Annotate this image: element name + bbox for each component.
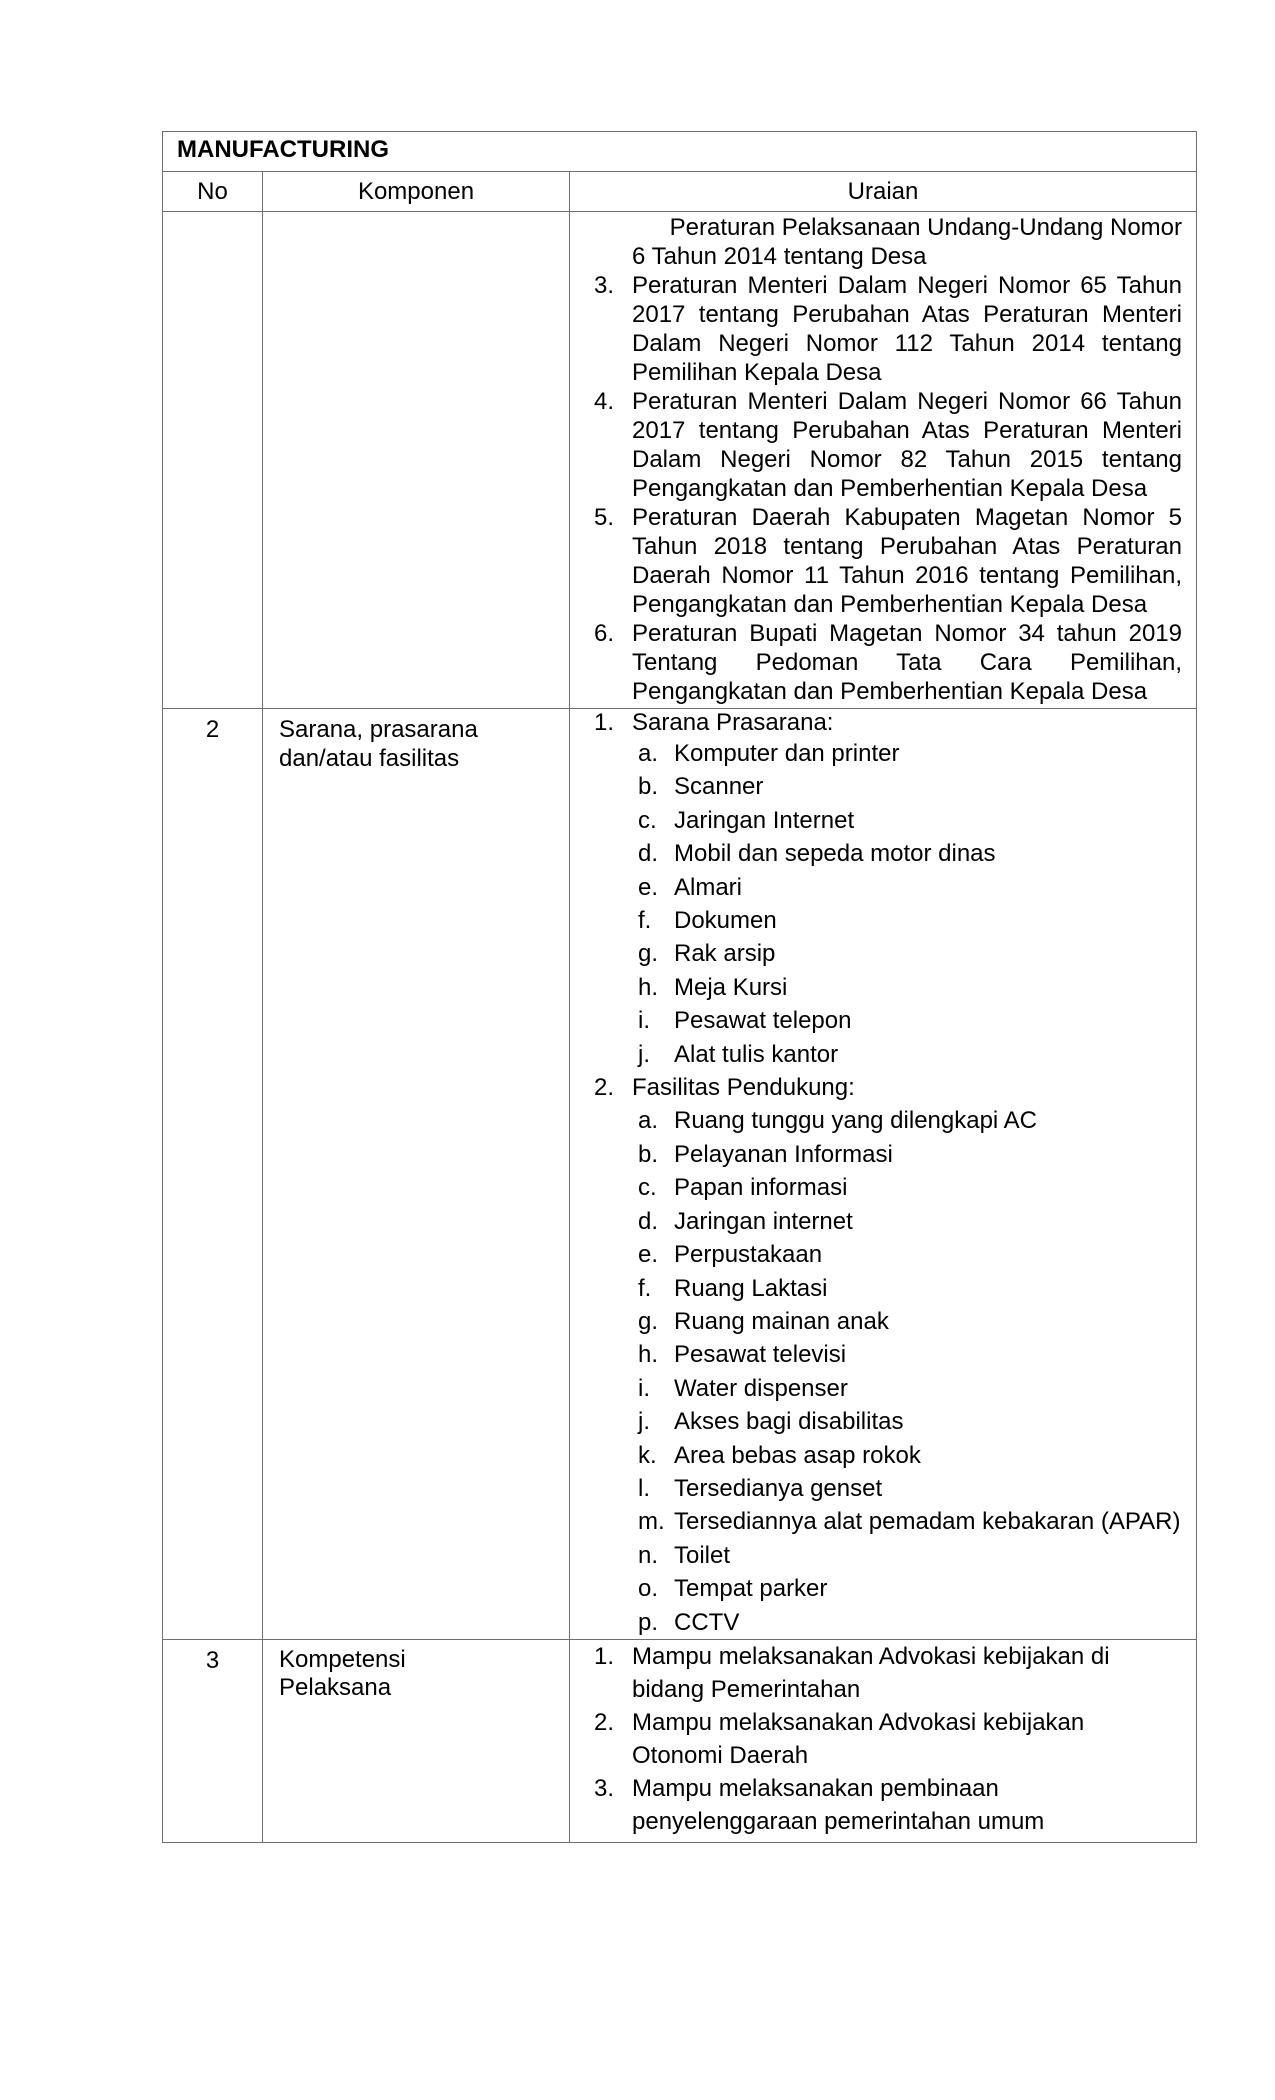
list-item <box>570 1205 1182 1238</box>
item-number: 6. <box>593 620 614 647</box>
list-item <box>570 837 1182 870</box>
item-text-line-1: Mampu melaksanakan pembinaan <box>632 1774 999 1802</box>
item-text: Peraturan Menteri Dalam Negeri Nomor 66 Tahun 2017 tentang Perubahan Atas Peraturan Menteri Dalam Negeri Nomor 82 Tahun 2015 tentang Pengangkatan dan Pemberhentian Kepala Desa <box>632 388 1182 502</box>
row1-no <box>163 212 263 709</box>
item-text: Scanner <box>674 773 764 801</box>
row1-komponen <box>263 212 570 709</box>
list-item <box>570 971 1182 1004</box>
row2-uraian <box>570 709 1197 1640</box>
list-item <box>570 804 1182 837</box>
item-text-line-2: bidang Pemerintahan <box>632 1675 861 1703</box>
manufacturing-table <box>162 131 1197 1843</box>
list-item <box>570 1338 1182 1371</box>
item-text: Area bebas asap rokok <box>674 1441 921 1469</box>
list-item <box>570 937 1182 970</box>
item-letter: m. <box>638 1508 665 1536</box>
row3-uraian <box>570 1639 1197 1842</box>
item-letter: i. <box>638 1007 650 1035</box>
group-label: Fasilitas Pendukung: <box>632 1074 855 1102</box>
header-komponen: Komponen <box>263 172 570 212</box>
item-letter: g. <box>638 940 659 968</box>
item-letter: d. <box>638 1207 659 1235</box>
list-item <box>570 619 1182 708</box>
item-text: Ruang Laktasi <box>674 1274 828 1302</box>
list-item <box>570 503 1182 619</box>
item-letter: f. <box>638 907 652 935</box>
item-letter: b. <box>638 773 659 801</box>
list-item <box>570 1104 1182 1137</box>
item-letter: i. <box>638 1374 650 1402</box>
list-item <box>570 1171 1182 1204</box>
header-uraian: Uraian <box>570 172 1197 212</box>
item-text <box>632 1640 1182 1706</box>
item-letter: c. <box>638 1174 657 1202</box>
item-text-line-2: penyelenggaraan pemerintahan umum <box>632 1807 1045 1835</box>
list-item <box>570 1272 1182 1305</box>
item-text: Meja Kursi <box>674 973 788 1001</box>
row3-komponen <box>263 1639 570 1842</box>
item-letter: c. <box>638 806 657 834</box>
item-text: Dokumen <box>674 907 777 935</box>
item-text: Jaringan Internet <box>674 806 855 834</box>
list-item <box>570 1472 1182 1505</box>
list-item <box>570 1772 1182 1838</box>
list-item <box>570 770 1182 803</box>
item-letter: f. <box>638 1274 652 1302</box>
item-letter: h. <box>638 973 659 1001</box>
item-number: 1. <box>593 709 614 736</box>
list-item <box>570 387 1182 503</box>
item-text: Jaringan internet <box>674 1207 853 1235</box>
group-heading <box>570 1071 1182 1104</box>
item-letter: g. <box>638 1307 659 1335</box>
item-text: Pelayanan Informasi <box>674 1140 893 1168</box>
sarana-list <box>570 737 1182 1071</box>
list-item <box>570 271 1182 387</box>
item-letter: k. <box>638 1441 657 1469</box>
item-number: 3. <box>593 1774 614 1802</box>
item-letter: b. <box>638 1140 659 1168</box>
item-text: Tersedianya genset <box>674 1474 883 1502</box>
komponen-line-1: Sarana, prasarana <box>279 716 478 743</box>
item-number: 4. <box>593 388 614 415</box>
item-text-line-1: Mampu melaksanakan Advokasi kebijakan <box>632 1708 1085 1736</box>
list-item <box>570 1640 1182 1706</box>
row3-no: 3 <box>163 1639 263 1842</box>
item-text: Almari <box>674 873 743 901</box>
item-text: Peraturan Menteri Dalam Negeri Nomor 65 Tahun 2017 tentang Perubahan Atas Peraturan Menteri Dalam Negeri Nomor 112 Tahun 2014 tentang Pemilihan Kepala Desa <box>632 272 1182 386</box>
list-item <box>570 1038 1182 1071</box>
item-number: 3. <box>593 272 614 299</box>
item-letter: l. <box>638 1474 650 1502</box>
item-text: Pesawat televisi <box>674 1341 847 1369</box>
item-text: CCTV <box>674 1608 740 1636</box>
item-text: Pesawat telepon <box>674 1007 852 1035</box>
item-text: Toilet <box>674 1541 731 1569</box>
item-number: 1. <box>593 1642 614 1670</box>
list-item <box>570 1439 1182 1472</box>
item-number: 2. <box>593 1074 614 1102</box>
continuation-line-2: 6 Tahun 2014 tentang Desa <box>632 243 927 270</box>
list-item <box>570 1138 1182 1171</box>
item-text: Ruang tunggu yang dilengkapi AC <box>674 1107 1037 1135</box>
table-title-row <box>163 132 1197 172</box>
item-text: Ruang mainan anak <box>674 1307 889 1335</box>
item-text: Papan informasi <box>674 1174 848 1202</box>
item-letter: a. <box>638 740 659 767</box>
list-item <box>570 1372 1182 1405</box>
table-header-row <box>163 172 1197 212</box>
item-letter: h. <box>638 1341 659 1369</box>
item-letter: n. <box>638 1541 659 1569</box>
item-number: 2. <box>593 1708 614 1736</box>
list-item <box>570 1405 1182 1438</box>
item-text: Perpustakaan <box>674 1241 823 1269</box>
row1-uraian <box>570 212 1197 709</box>
item-text-line-1: Mampu melaksanakan Advokasi kebijakan di <box>632 1642 1110 1670</box>
row2-no: 2 <box>163 709 263 1640</box>
item-letter: j. <box>638 1040 650 1068</box>
table-row <box>163 709 1197 1640</box>
item-letter: a. <box>638 1107 659 1135</box>
group-label: Sarana Prasarana: <box>632 709 834 736</box>
continuation-line-1: Peraturan Pelaksanaan Undang-Undang Nomor <box>669 214 1182 241</box>
item-text <box>632 1706 1182 1772</box>
item-text <box>632 1772 1182 1838</box>
item-text: Tersediannya alat pemadam kebakaran (APAR) <box>674 1508 1181 1536</box>
list-item <box>570 871 1182 904</box>
regulation-list <box>570 271 1182 708</box>
list-item <box>570 737 1182 770</box>
header-no: No <box>163 172 263 212</box>
regulation-continuation <box>570 212 1182 271</box>
item-number: 5. <box>593 504 614 531</box>
item-text: Alat tulis kantor <box>674 1040 839 1068</box>
item-text: Rak arsip <box>674 940 776 968</box>
list-item <box>570 1238 1182 1271</box>
item-text: Tempat parker <box>674 1575 828 1603</box>
group-heading <box>570 709 1182 737</box>
list-item <box>570 1305 1182 1338</box>
list-item <box>570 1004 1182 1037</box>
table-row <box>163 1639 1197 1842</box>
item-letter: d. <box>638 840 659 868</box>
item-text: Peraturan Daerah Kabupaten Magetan Nomor 5 Tahun 2018 tentang Perubahan Atas Peraturan Daerah Nomor 11 Tahun 2016 tentang Pemilihan, Pengangkatan dan Pemberhentian Kepala Desa <box>632 504 1182 618</box>
list-item <box>570 1505 1182 1538</box>
list-item <box>570 1706 1182 1772</box>
item-text: Komputer dan printer <box>674 740 900 767</box>
item-letter: e. <box>638 1241 659 1269</box>
row2-komponen <box>263 709 570 1640</box>
item-text: Peraturan Bupati Magetan Nomor 34 tahun 2019 Tentang Pedoman Tata Cara Pemilihan, Pengangkatan dan Pemberhentian Kepala Desa <box>632 620 1182 705</box>
komponen-line-2: Pelaksana <box>279 1673 392 1701</box>
komponen-line-1: Kompetensi <box>279 1645 406 1673</box>
table-title: MANUFACTURING <box>163 132 1197 172</box>
fasilitas-list <box>570 1104 1182 1639</box>
komponen-line-2: dan/atau fasilitas <box>279 745 460 772</box>
item-text-line-2: Otonomi Daerah <box>632 1741 809 1769</box>
item-text: Water dispenser <box>674 1374 848 1402</box>
list-item <box>570 1572 1182 1605</box>
item-text: Akses bagi disabilitas <box>674 1408 904 1436</box>
item-text: Mobil dan sepeda motor dinas <box>674 840 996 868</box>
table-row <box>163 212 1197 709</box>
item-letter: j. <box>638 1408 650 1436</box>
list-item <box>570 904 1182 937</box>
item-letter: e. <box>638 873 659 901</box>
item-letter: o. <box>638 1575 659 1603</box>
list-item <box>570 1606 1182 1639</box>
list-item <box>570 1539 1182 1572</box>
item-letter: p. <box>638 1608 659 1636</box>
